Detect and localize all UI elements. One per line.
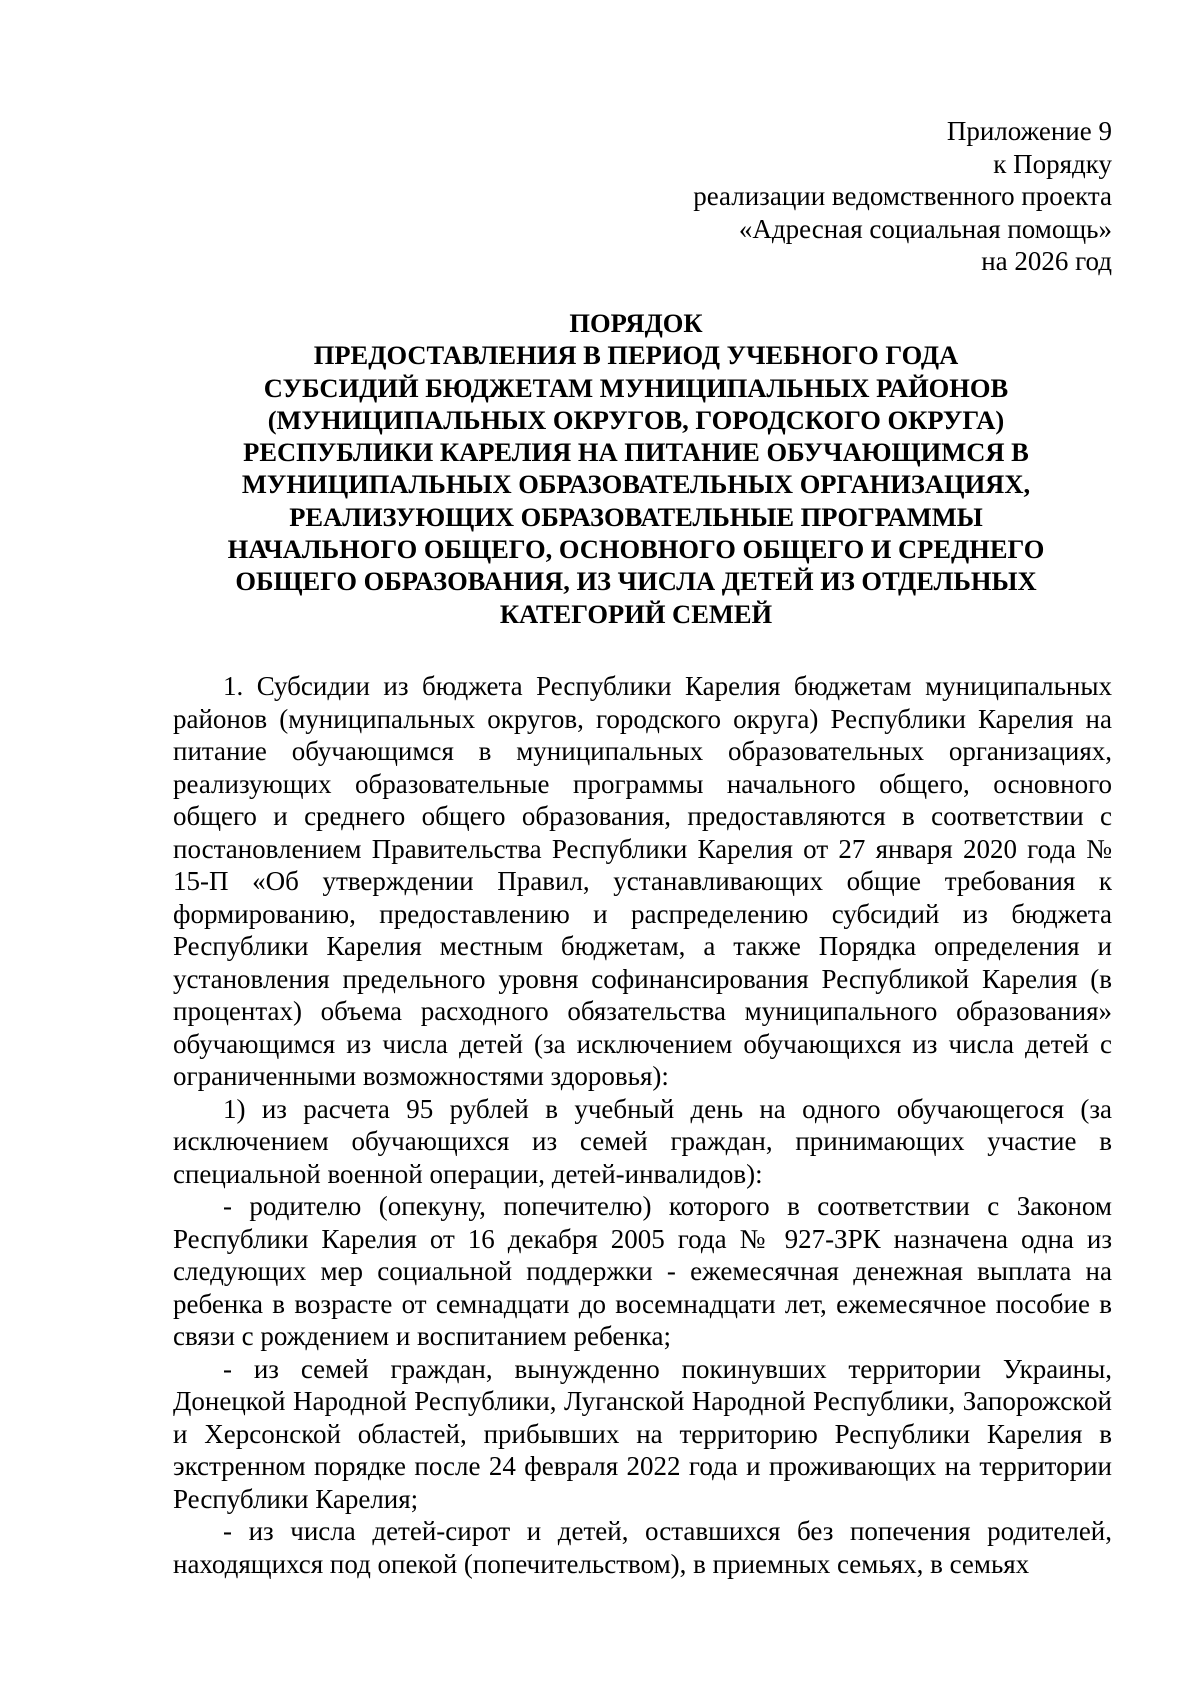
paragraph-5: - из числа детей-сирот и детей, оставшихся без попечения родителей, находящихся под опекой (попечительством), в приемных семьях, в семьях	[173, 1516, 1112, 1579]
paragraph-4: - из семей граждан, вынужденно покинувших территории Украины, Донецкой Народной Республики, Луганской Народной Республики, Запорожской и Херсонской областей, прибывших на территорию Республики Карелия в экстренном порядке после 24 февраля 2022 года и проживающих на территории Республики Карелия;	[173, 1353, 1112, 1514]
paragraph-2: 1) из расчета 95 рублей в учебный день на одного обучающегося (за исключением обучающихся из семей граждан, принимающих участие в специальной военной операции, детей-инвалидов):	[173, 1093, 1112, 1189]
document-title	[160, 307, 1112, 630]
document-body	[173, 670, 1112, 1580]
paragraph-1: 1. Субсидии из бюджета Республики Карелия бюджетам муниципальных районов (муниципальных округов, городского округа) Республики Карелия на питание обучающимся в муниципальных образовательных организациях, реализующих образовательные программы начального общего, основного общего и среднего общего образования, предоставляются в соответствии с постановлением Правительства Республики Карелия от 27 января 2020 года № 15-П «Об утверждении Правил, устанавливающих общие требования к формированию, предоставлению и распределению субсидий из бюджета Республики Карелия местным бюджетам, а также Порядка определения и установления предельного уровня софинансирования Республикой Карелия (в процентах) объема расходного обязательства муниципального образования» обучающимся из числа детей (за исключением обучающихся из числа детей с ограниченными возможностями здоровья):	[173, 671, 1112, 1091]
title-line: ОБЩЕГО ОБРАЗОВАНИЯ, ИЗ ЧИСЛА ДЕТЕЙ ИЗ ОТДЕЛЬНЫХ	[235, 566, 1037, 597]
title-line: СУБСИДИЙ БЮДЖЕТАМ МУНИЦИПАЛЬНЫХ РАЙОНОВ	[263, 372, 1009, 403]
title-line: НАЧАЛЬНОГО ОБЩЕГО, ОСНОВНОГО ОБЩЕГО И СРЕДНЕГО	[227, 534, 1045, 565]
title-line: РЕАЛИЗУЮЩИХ ОБРАЗОВАТЕЛЬНЫЕ ПРОГРАММЫ	[289, 501, 983, 532]
title-line: ПОРЯДОК	[569, 308, 703, 338]
annex-line-2: к Порядку	[993, 148, 1112, 179]
title-line: МУНИЦИПАЛЬНЫХ ОБРАЗОВАТЕЛЬНЫХ ОРГАНИЗАЦИЯХ,	[241, 469, 1031, 500]
title-line: РЕСПУБЛИКИ КАРЕЛИЯ НА ПИТАНИЕ ОБУЧАЮЩИМСЯ В	[243, 437, 1029, 468]
paragraph-3: - родителю (опекуну, попечителю) которого в соответствии с Законом Республики Карелия от 16 декабря 2005 года № 927-ЗРК назначена одна из следующих мер социальной поддержки - ежемесячная денежная выплата на ребенка в возрасте от семнадцати до восемнадцати лет, ежемесячное пособие в связи с рождением и воспитанием ребенка;	[173, 1191, 1112, 1351]
annex-line-3: реализации ведомственного проекта	[693, 181, 1112, 211]
annex-line-5: на 2026 год	[981, 246, 1112, 276]
annex-header	[552, 115, 1112, 278]
annex-line-4: «Адресная социальная помощь»	[738, 213, 1112, 244]
title-line: (МУНИЦИПАЛЬНЫХ ОКРУГОВ, ГОРОДСКОГО ОКРУГА)	[267, 404, 1005, 435]
title-line: КАТЕГОРИЙ СЕМЕЙ	[499, 598, 773, 629]
annex-line-1: Приложение 9	[946, 116, 1112, 146]
title-line: ПРЕДОСТАВЛЕНИЯ В ПЕРИОД УЧЕБНОГО ГОДА	[313, 340, 959, 371]
